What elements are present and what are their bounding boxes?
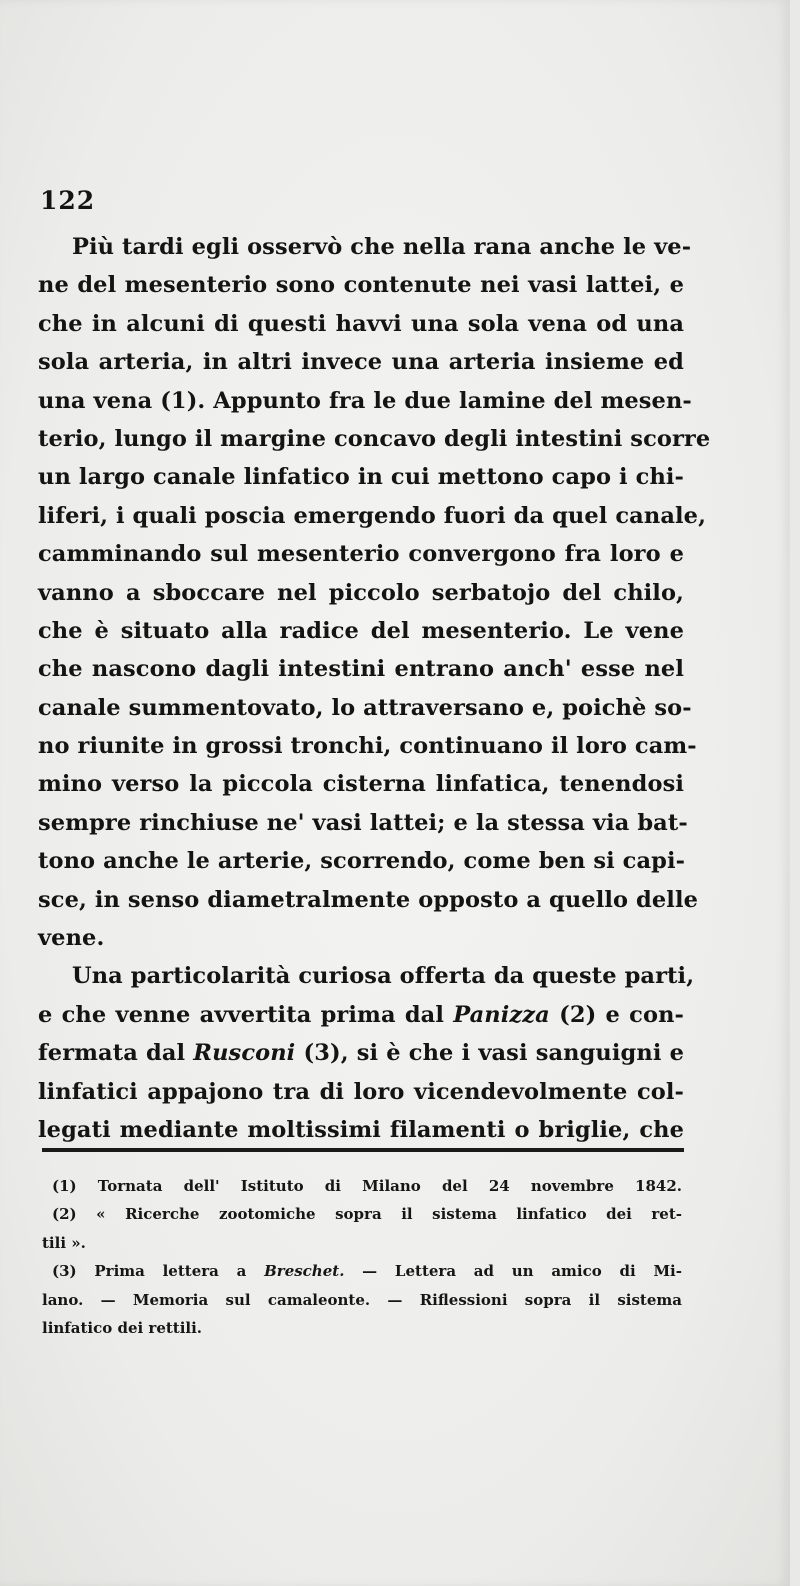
text-line: una vena (1). Appunto fra le due lamine del mesen- [38,387,692,414]
text-segment: — Lettera ad un amico di Mi- [344,1262,682,1281]
footnote-line: (1) Tornata dell' Istituto di Milano del 24 novembre 1842. [52,1177,682,1195]
text-line: ne del mesenterio sono contenute nei vasi lattei, e [38,272,684,299]
text-line: liferi, i quali poscia emergendo fuori da quel canale, [38,502,706,529]
author-name-panizza: Panizza [453,1001,550,1028]
text-line: Più tardi egli osservò che nella rana anche le ve- [72,234,692,260]
text-line: sempre rinchiuse ne' vasi lattei; e la stessa via bat- [38,809,688,836]
text-line [38,1034,684,1072]
page-number: 122 [40,186,96,215]
text-line: che è situato alla radice del mesenterio. Le vene [38,617,684,644]
text-line: che nascono dagli intestini entrano anch' esse nel [38,656,684,683]
text-line [38,996,684,1034]
text-line: sola arteria, in altri invece una arteria insieme ed [38,349,684,376]
main-text-block [38,184,711,1149]
text-line: terio, lungo il margine concavo degli intestini scorre [38,425,711,452]
footnote-line: lano. — Memoria sul camaleonte. — Riflessioni sopra il sistema [42,1290,682,1309]
text-line: vanno a sboccare nel piccolo serbatojo del chilo, [38,579,684,606]
footnote-line: linfatico dei rettili. [42,1318,203,1337]
footnote-line: (2) « Ricerche zootomiche sopra il sistema linfatico dei ret- [52,1205,682,1224]
text-line: Una particolarità curiosa offerta da queste parti, [72,963,695,990]
text-line: che in alcuni di questi havvi una sola vena od una [38,310,684,337]
text-line: camminando sul mesenterio convergono fra loro e [38,541,684,568]
text-segment: e che venne avvertita prima dal [38,1001,454,1028]
text-line: vene. [38,925,105,952]
footnote-line [42,1257,682,1285]
text-segment: (3) Prima lettera a [52,1262,265,1281]
author-name-rusconi: Rusconi [193,1040,296,1067]
text-line: sce, in senso diametralmente opposto a quello delle [38,886,699,913]
text-line: linfatici appajono tra di loro vicendevolmente col- [38,1078,684,1105]
text-segment: fermata dal [38,1040,194,1067]
text-line: tono anche le arterie, scorrendo, come ben si capi- [38,848,686,875]
text-segment: (3), si è che i vasi sanguigni e [295,1040,685,1067]
text-line: mino verso la piccola cisterna linfatica, tenendosi [38,771,684,798]
text-line: un largo canale linfatico in cui mettono capo i chi- [38,464,684,491]
text-line: canale summentovato, lo attraversano e, poichè so- [38,694,692,721]
footnote-divider [42,1148,684,1152]
text-line: no riunite in grossi tronchi, continuano il loro cam- [38,733,697,760]
recipient-name-breschet: Breschet. [264,1262,345,1281]
footnotes [42,1172,682,1342]
text-segment: (2) e con- [549,1001,684,1028]
footnote-line: tili ». [42,1233,86,1252]
text-line: legati mediante moltissimi filamenti o briglie, che [38,1116,684,1143]
